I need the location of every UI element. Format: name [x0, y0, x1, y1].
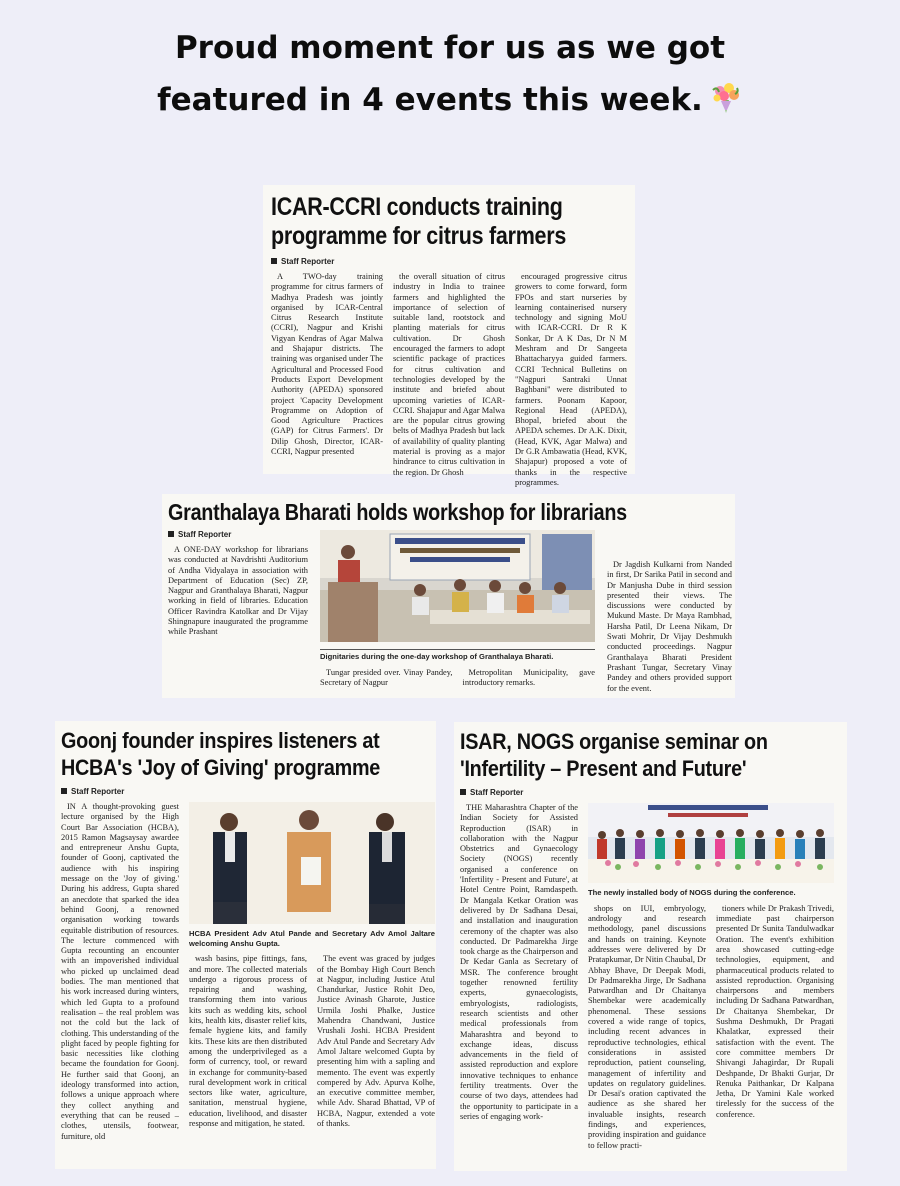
column-text: shops on IUI, embryology, andrology and research methodology, panel discussions and hands on training. Keynote addresses were delivered by Dr Pratapkumar, Dr Nitin Chaubal, Dr Abhay Bhave, Dr Deepak Modi, Dr Padmarekha Jirge, Dr Sadhana Patwardhan and Dr Chaitanya Shembekar were academically phenomenal. These sessions covered a wide range of topics, including recent advances in reproductive technologies, ethical considerations in assisted reproduction, patient counseling, management of infertility and updates on regulatory guidelines. Dr Desai's oration captivated the audience as she shared her invaluable insights, research findings, and experiences, providing inspiration and guidance to fellow practi- — [588, 903, 706, 1150]
news-clipping-goonj-hcba — [55, 721, 436, 1169]
column-text: tioners while Dr Prakash Trivedi, immediate past chairperson presented Dr Sunita Tandulwadkar Oration. The event's exhibition area showcased cutting-edge technologies, equipment, and pharmaceutical products related to assisted reproduction. Organising chairpersons and members including Dr Sadhana Patwardhan, Dr Chaitanya Shembekar, Dr Sushma Deshmukh, Dr Pragati Khalatkar, expressed their satisfaction with the event. The core committee members Dr Shivangi Jahagirdar, Dr Rupali Deshpande, Dr Bhakti Gurjar, Dr Renuka Paithankar, Dr Kalpana Jetha, Dr Yamini Kale worked tirelessly for the success of the conference. — [716, 903, 834, 1119]
news-clipping-granthalaya-bharati — [162, 494, 735, 698]
column-wrap — [588, 904, 834, 1182]
column-wrap — [189, 954, 435, 1186]
article-byline: Staff Reporter — [271, 257, 627, 266]
article-byline: Staff Reporter — [61, 787, 430, 796]
hcba-photo — [189, 802, 435, 924]
article-left-column — [168, 530, 308, 720]
news-clipping-isar-nogs — [454, 722, 847, 1171]
column-text: A TWO-day training programme for citrus farmers of Madhya Pradesh was jointly organised by ICAR-Central Citrus Research Institute (CCRI), Nagpur and Krishi Vigyan Kendras of Agar Malwa and Shajapur districts. The training was organised under The Agricultural and Processed Food Products Export Development Authority (APEDA) sponsored project 'Capacity Development Programme on Adoption of Good Agriculture Practices (GAP) for Citrus Farmers'. Dr Dilip Ghosh, Director, ICAR-CCRI, Nagpur presented — [271, 272, 383, 457]
workshop-photo — [320, 530, 595, 642]
article-column — [189, 954, 307, 1186]
article-body — [168, 530, 732, 720]
article-column — [515, 272, 627, 488]
column-text: Tungar presided over. Vinay Pandey, Secretary of Nagpur — [320, 667, 453, 687]
photo-caption: HCBA President Adv Atul Pande and Secretary Adv Amol Jaltare welcoming Anshu Gupta. — [189, 929, 435, 948]
article-byline: Staff Reporter — [168, 530, 308, 539]
heading-line-2-text: featured in 4 events this week. — [157, 82, 703, 118]
article-photo-block — [320, 530, 595, 720]
heading-line-2 — [0, 74, 900, 126]
heading-line-1: Proud moment for us as we got — [174, 30, 726, 66]
article-column — [271, 272, 383, 488]
bouquet-icon — [709, 80, 743, 114]
column-text: wash basins, pipe fittings, fans, and more. The collected materials undergo a rigorous process of repairing and washing, transforming them into various kits such as wedding kits, school kits, health kits, disaster relief kits, female hygiene kits, and family kits. These kits are then distributed among the underprivileged as a form of currency, tool, or reward in exchange for community-based rural development work in critical sectors like water, agriculture, sanitation, menstrual hygiene, education, livelihood, and disaster response and mitigation, he stated. — [189, 954, 307, 1129]
article-right-area — [189, 802, 435, 1186]
article-body — [460, 803, 841, 1182]
column-text: Metropolitan Municipality, gave introductory remarks. — [462, 667, 595, 687]
article-column — [61, 802, 179, 1177]
article-headline: Goonj founder inspires listeners at HCBA's 'Joy of Giving' programme — [61, 728, 381, 780]
article-headline: ICAR-CCRI conducts training programme for citrus farmers — [271, 193, 567, 250]
column-text: Dr Jagdish Kulkarni from Nanded in first, Dr Sarika Patil in second and Dr Manjusha Dube in third session presented their views. The discussions were conducted by Mukund Maste. Dr Maya Rambhad, Harsha Patil, Dr Leena Nikam, Dr Swati Mohrir, Dr Vijay Deshmukh conducted proceedings. Nagpur Granthalaya Bharati President Prashant Tungar, Secretary Vinay Pandey and others provided support for the event. — [607, 560, 732, 693]
column-text: encouraged progressive citrus growers to come forward, form FPOs and start nurseries by learning containerised nursery technology and signing MoU with ICAR-CCRI. Dr R K Sonkar, Dr A K Das, Dr N M Meshram and Dr Sangeeta Bhattacharyya guided farmers. CCRI Technical Bulletins on "Nagpuri Santraki Unnat Baghbani" were distributed to farmers. Poonam Kapoor, Regional Head (APEDA), Bhopal, briefed about the APEDA schemes. Dr A.K. Dixit, (Head, KVK, Agar Malwa) and Dr G.R Ambawatia (Head, KVK, Shajapur) proposed a vote of thanks in the respective programmes. — [515, 272, 627, 487]
article-byline: Staff Reporter — [460, 788, 841, 797]
article-column — [588, 904, 706, 1182]
photo-caption: The newly installed body of NOGS during the conference. — [588, 888, 796, 898]
article-right-column — [607, 530, 732, 720]
article-column — [716, 904, 834, 1182]
under-photo-text — [320, 668, 595, 689]
column-text: A ONE-DAY workshop for librarians was conducted at Navdrishti Auditorium of Andha Vidyalaya in association with Department of Education (Sec) ZP, Nagpur and Granthalaya Bharati, Nagpur working in field of libraries. Education Officer Ravindra Katolkar and Dr Vijay Shingnapure inaugurated the programme while Prashant — [168, 545, 308, 637]
nogs-photo — [588, 803, 834, 883]
article-column — [460, 803, 578, 1178]
article-body — [271, 272, 627, 487]
column-wrap — [607, 560, 732, 720]
column-text: the overall situation of citrus industry in India to trainee farmers and highlighted the importance of selection of suitable land, rootstock and planting materials for citrus cultivation. Dr Ghosh encouraged the farmers to adopt scientific package of practices for citrus cultivation and technologies developed by the institute and briefed about upcoming varieties of ICAR-CCRI. Shajapur and Agar Malwa are the popular citrus growing belts of Madhya Pradesh but lack of availability of quality planting material is proving as a major hindrance to citrus cultivation in the region. Dr Ghosh — [393, 272, 505, 477]
news-clipping-icar-ccri — [263, 185, 635, 487]
article-column — [393, 272, 505, 488]
article-right-area — [588, 803, 834, 1182]
column-text: THE Maharashtra Chapter of the Indian Society for Assisted Reproduction (ISAR) in collaboration with the Nagpur Obstetrics and Gynaecology Society (NOGS) recently organised a conference on 'Infertility - Present and Future', at Hotel Centre Point, Ramdaspeth. Dr Mangala Ketkar Oration was delivered by Dr Sadhana Desai, and installation and inauguration ceremony of the chapter was also conducted. Dr Padmarekha Jirge took charge as the Chairperson and Dr Kedar Ganla as Secretary of MSR. The conference brought together renowned fertility experts, gynaecologists, embryologists, radiologists, research scientists and other medical professionals from Maharashtra and beyond to exchange ideas, discuss advancements in the field of assisted reproduction and explore innovative techniques to enhance fertility treatments. Over the course of two days, attendees had the opportunity to participate in a series of engaging work- — [460, 803, 578, 1121]
column-text: IN A thought-provoking guest lecture organised by the High Court Bar Association (HCBA), 2015 Ramon Magsaysay awardee and entrepreneur Anshu Gupta, founder of Goonj, captivated the audience with his inspiring message on the 'Joy of giving.' During his address, Gupta shared an anecdote that sparked the idea behind Goonj, a renowned organisation working towards equitable distribution of resources. The lecture commenced with Gupta recounting an encounter with an impoverished individual who picked up unclaimed dead bodies. The man mentioned that his work increased during winters, which led Gupta to a profound realisation – the real problem was not the cold but the lack of clothing. This understanding of the plight faced by people fighting for basic necessities like clothing became the foundation for Goonj. He further said that Goonj, an ideology transformed into action, follows a unique approach where they collect anything and everything that can be reused – clothes, utensils, footwear, furniture, old — [61, 802, 179, 1141]
photo-caption: Dignitaries during the one-day workshop of Granthalaya Bharati. — [320, 649, 595, 662]
column-wrap — [168, 545, 308, 683]
article-body — [61, 802, 435, 1186]
article-headline: Granthalaya Bharati holds workshop for librarians — [168, 499, 627, 525]
article-headline: ISAR, NOGS organise seminar on 'Infertility – Present and Future' — [460, 729, 768, 781]
post-heading — [0, 22, 900, 126]
article-column — [317, 954, 435, 1186]
column-text: The event was graced by judges of the Bombay High Court Bench at Nagpur, including Justice Atul Chandurkar, Justice Rohit Deo, Justice Avinash Gharote, Justice Urmila Joshi Phalke, Justice Mahendra Chandwani, Justice Vrushali Joshi. HCBA President Adv Atul Pande and Secretary Adv Amol Jaltare welcomed Gupta by presenting him with a sapling and memento. The event was expertly compered by Adv. Apurva Kolhe, an executive committee member, while Adv. Sharad Bhattad, VP of HCBA, Nagpur, extended a vote of thanks. — [317, 954, 435, 1129]
